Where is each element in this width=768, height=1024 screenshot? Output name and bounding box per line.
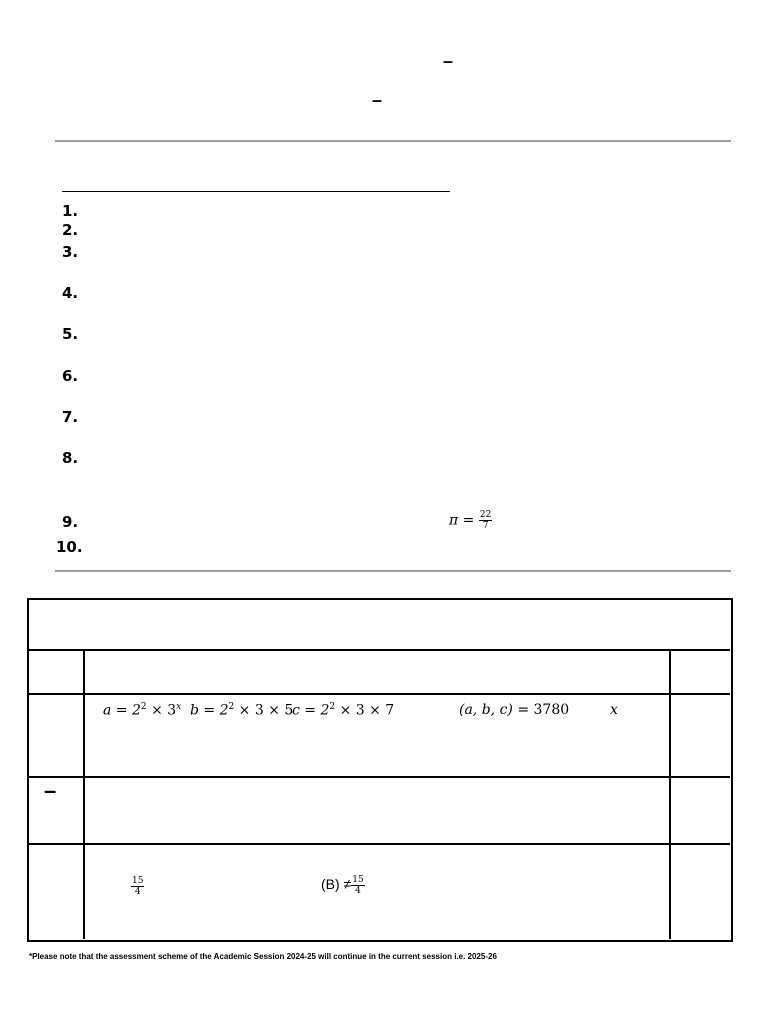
expression-b	[190, 702, 293, 719]
table-row-divider-4	[28, 843, 730, 845]
expr-a-mid: × 3	[146, 702, 177, 719]
fraction-a	[131, 876, 144, 897]
expression-c	[292, 702, 394, 719]
option-b-label: (B) ≠	[321, 876, 352, 893]
table-row-divider-2	[28, 693, 730, 695]
list-number-6: 6.	[62, 367, 79, 385]
list-number-1: 1.	[62, 202, 79, 220]
pi-symbol: π	[449, 512, 459, 529]
list-number-5: 5.	[62, 325, 79, 343]
lcm-args: (a, b, c) =	[459, 702, 530, 718]
option-b	[321, 875, 365, 896]
variable-x-text: x	[610, 702, 618, 718]
bottom-divider	[55, 570, 731, 572]
expr-b-exp: 2	[228, 702, 235, 712]
fraction-b-denominator: 4	[355, 886, 361, 896]
header-dash-2: –	[372, 90, 383, 110]
expr-a-exp-1: 2	[140, 702, 147, 712]
lcm-value: 3780	[533, 702, 570, 718]
expr-b-rest: × 3 × 5	[234, 702, 294, 719]
list-number-4: 4.	[62, 284, 79, 302]
fraction-a-value	[131, 876, 144, 897]
list-number-10: 10.	[56, 538, 83, 556]
fraction-a-numerator: 15	[132, 876, 144, 886]
expr-b-base: b = 2	[190, 702, 229, 719]
fraction-b-value	[351, 875, 364, 896]
row4-dash: –	[44, 778, 57, 803]
pi-value-expression	[449, 510, 492, 531]
lcm-expression	[459, 702, 569, 718]
list-number-2: 2.	[62, 221, 79, 239]
heading-underline	[62, 191, 450, 192]
expr-a-exp-x: x	[176, 702, 182, 712]
pi-fraction-denominator: 7	[482, 521, 489, 531]
fraction-b-numerator: 15	[352, 875, 364, 885]
list-number-8: 8.	[62, 449, 79, 467]
table-row-divider-3	[28, 776, 730, 778]
table-col-divider-2	[669, 650, 671, 939]
fraction-a-denominator: 4	[134, 887, 141, 897]
variable-x	[610, 702, 618, 718]
top-divider	[55, 140, 731, 142]
table-col-divider-1	[83, 650, 85, 939]
expr-a-base: a = 2	[103, 702, 141, 719]
expression-a	[103, 702, 181, 719]
pi-fraction-numerator: 22	[479, 510, 492, 520]
pi-fraction	[479, 510, 492, 531]
list-number-7: 7.	[62, 408, 79, 426]
table-row-divider-1	[28, 649, 730, 651]
footer-note: *Please note that the assessment scheme of the Academic Session 2024-25 will continue in the current session i.e. 2025-26	[29, 952, 497, 961]
pi-equals: =	[462, 512, 475, 529]
header-dash-1: –	[443, 51, 454, 71]
list-number-3: 3.	[62, 243, 79, 261]
expr-c-rest: × 3 × 7	[335, 702, 395, 719]
list-number-9: 9.	[62, 513, 79, 531]
expr-c-exp: 2	[329, 702, 336, 712]
expr-c-base: c = 2	[292, 702, 330, 719]
